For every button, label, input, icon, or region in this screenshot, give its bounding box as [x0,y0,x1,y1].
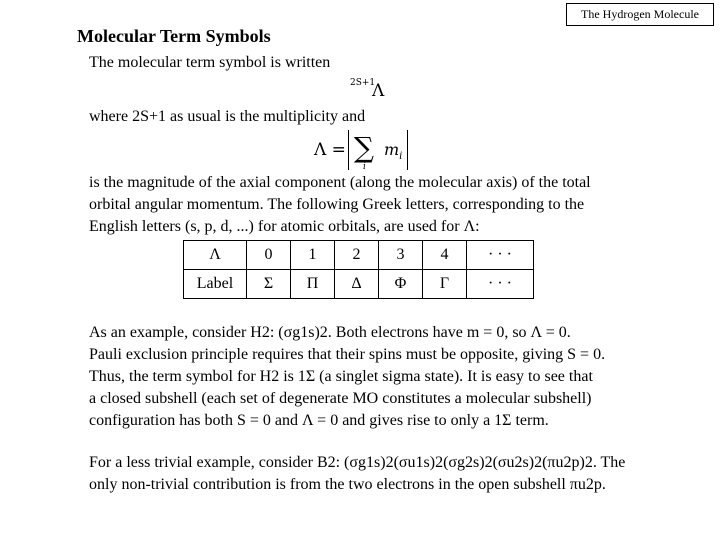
table-cell: Δ [335,270,379,299]
table-cell: · · · [467,241,534,270]
description-line-2: orbital angular momentum. The following Greek letters, corresponding to the [89,196,585,213]
m-subscript: i [399,151,403,163]
example1-line-3: Thus, the term symbol for H2 is 1Σ (a singlet sigma state). It is easy to see that [89,368,593,385]
lambda-symbol: Λ [372,81,385,101]
table-cell: Φ [379,270,423,299]
table-cell: Σ [247,270,291,299]
sum-index: i [363,162,366,172]
slide-title: Molecular Term Symbols [77,26,271,46]
example1-line-5: configuration has both S = 0 and Λ = 0 and gives rise to only a 1Σ term. [89,412,549,429]
abs-bar-right [407,130,408,170]
example2-line-1: For a less trivial example, consider B2: (σg1s)2(σu1s)2(σg2s)2(σu2s)2(πu2p)2. The [89,454,626,471]
description-line-3: English letters (s, p, d, ...) for atomic orbitals, are used for Λ: [89,218,480,235]
intro-line-1: The molecular term symbol is written [89,54,331,71]
table-cell: 2 [335,241,379,270]
example1-line-1: As an example, consider H2: (σg1s)2. Both electrons have m = 0, so Λ = 0. [89,324,571,341]
table-cell: 1 [291,241,335,270]
table-cell: 3 [379,241,423,270]
example2-line-2: only non-trivial contribution is from the two electrons in the open subshell πu2p. [89,476,606,493]
lambda-equals: Λ = [314,140,346,160]
table-row-label [184,270,534,299]
intro-line-2: where 2S+1 as usual is the multiplicity and [89,108,366,125]
topic-badge: The Hydrogen Molecule [566,3,714,26]
sum-sign: ∑ [354,131,374,164]
table-row-lambda [184,241,534,270]
lambda-formula [314,130,414,174]
description-line-1: is the magnitude of the axial component (along the molecular axis) of the total [89,174,591,191]
m-i-term [384,141,402,166]
lambda-label-table [183,240,534,299]
abs-bar-left [348,130,349,170]
table-cell: Π [291,270,335,299]
example1-line-2: Pauli exclusion principle requires that their spins must be opposite, giving S = 0. [89,346,606,363]
example1-line-4: a closed subshell (each set of degenerate MO constitutes a molecular subshell) [89,390,592,407]
table-cell: Λ [184,241,247,270]
table-cell: Γ [423,270,467,299]
multiplicity-superscript: 2S+1 [350,78,376,88]
m-symbol: m [384,140,400,159]
table-cell: 4 [423,241,467,270]
table-cell: · · · [467,270,534,299]
table-cell: Label [184,270,247,299]
table-cell: 0 [247,241,291,270]
